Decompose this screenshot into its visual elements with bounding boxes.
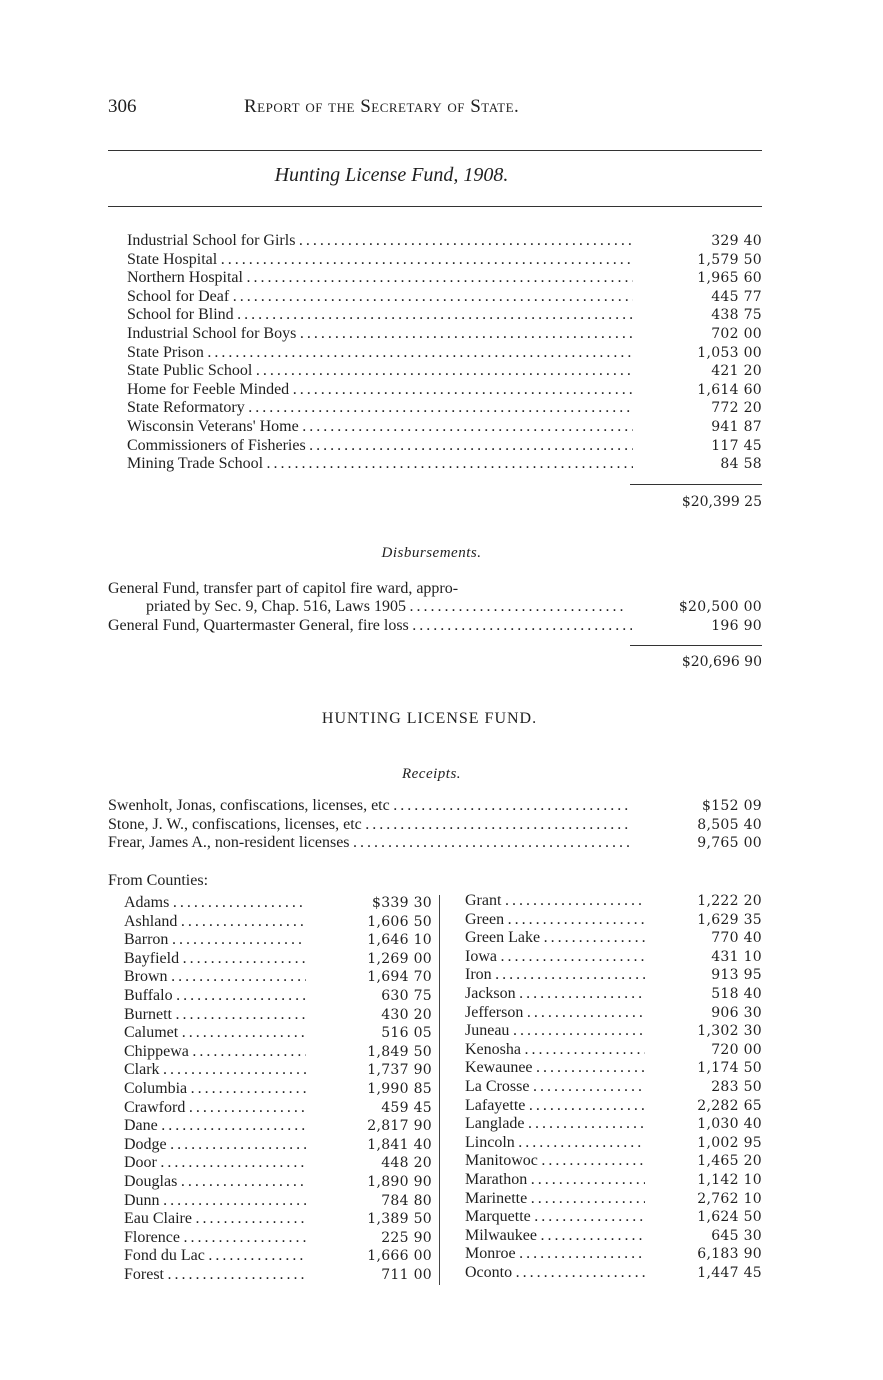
transfer-amount: 1,614 60 (697, 381, 762, 398)
county-left-label: Buffalo . . . (124, 987, 306, 1006)
disbursement-item-1-line-2: priated by Sec. 9, Chap. 516, Laws 1905 . . . (146, 598, 624, 617)
county-left-amount: 448 20 (381, 1155, 432, 1172)
county-left-row (124, 1266, 432, 1285)
transfer-row (127, 325, 762, 344)
county-right-amount: 2,282 65 (697, 1097, 762, 1114)
receipts-list (108, 797, 762, 853)
transfer-label: Home for Feeble Minded . . . (127, 381, 633, 400)
transfer-row (127, 381, 762, 400)
transfer-row (127, 269, 762, 288)
county-left-row (124, 894, 432, 913)
county-left-amount: 711 00 (381, 1266, 432, 1283)
county-left-row (124, 1192, 432, 1211)
county-left-row (124, 950, 432, 969)
transfer-amount: 84 58 (720, 456, 762, 473)
county-left-amount: 1,737 90 (367, 1062, 432, 1079)
column-divider (439, 895, 440, 1285)
county-right-label: Lincoln . . . (465, 1134, 645, 1153)
county-right-amount: 2,762 10 (697, 1190, 762, 1207)
county-right-amount: 1,030 40 (697, 1116, 762, 1133)
county-right-row (465, 1208, 762, 1227)
disbursement-item-1-line-1: General Fund, transfer part of capitol fire ward, appro- (108, 580, 459, 597)
county-right-amount: 1,624 50 (697, 1209, 762, 1226)
county-right-label: Grant . . . (465, 892, 645, 911)
county-left-label: Dane . . . (124, 1117, 306, 1136)
county-right-row (465, 1115, 762, 1134)
transfer-row (127, 455, 762, 474)
county-right-row (465, 1190, 762, 1209)
counties-label: From Counties: (108, 872, 209, 889)
transfer-label: State Prison . . . (127, 344, 633, 363)
transfer-row (127, 344, 762, 363)
county-right-amount: 1,465 20 (697, 1153, 762, 1170)
county-left-row (124, 931, 432, 950)
transfers-total-rule (630, 484, 762, 485)
transfer-label: School for Deaf . . . (127, 288, 633, 307)
disbursement-item-2-amount: 196 90 (711, 618, 762, 634)
county-right-amount: 283 50 (711, 1078, 762, 1095)
county-right-amount: 913 95 (711, 967, 762, 984)
disbursement-item-1-cont (146, 598, 762, 617)
disbursement-item-2-label: General Fund, Quartermaster General, fire loss . . . (108, 617, 632, 636)
county-left-row (124, 1024, 432, 1043)
county-right-label: Langlade . . . (465, 1115, 645, 1134)
county-right-label: Green Lake . . . (465, 929, 645, 948)
county-left-row (124, 987, 432, 1006)
transfer-amount: 117 45 (711, 437, 762, 454)
county-right-amount: 1,002 95 (697, 1134, 762, 1151)
county-right-amount: 6,183 90 (697, 1246, 762, 1263)
county-right-row (465, 911, 762, 930)
county-right-label: Iowa . . . (465, 948, 645, 967)
county-right-row (465, 1004, 762, 1023)
county-right-amount: 906 30 (711, 1004, 762, 1021)
county-left-amount: 516 05 (381, 1025, 432, 1042)
county-right-label: Kenosha . . . (465, 1041, 645, 1060)
county-right-row (465, 892, 762, 911)
county-left-row (124, 1099, 432, 1118)
transfer-label: Mining Trade School . . . (127, 455, 633, 474)
disbursement-item-1 (108, 579, 762, 598)
transfer-amount: 1,053 00 (697, 344, 762, 361)
transfer-label: State Reformatory . . . (127, 399, 633, 418)
county-right-amount: 1,302 30 (697, 1023, 762, 1040)
transfer-amount: 1,579 50 (697, 251, 762, 268)
transfer-label: State Hospital . . . (127, 251, 633, 270)
receipt-row (108, 834, 762, 853)
county-right-label: Jackson . . . (465, 985, 645, 1004)
county-left-row (124, 1061, 432, 1080)
transfer-label: Commissioners of Fisheries . . . (127, 437, 633, 456)
county-right-amount: 1,447 45 (697, 1264, 762, 1281)
counties-left-column (124, 894, 432, 1284)
county-right-row (465, 1152, 762, 1171)
county-right-label: Jefferson . . . (465, 1004, 645, 1023)
county-left-amount: 1,646 10 (367, 932, 432, 949)
transfer-amount: 445 77 (711, 288, 762, 305)
transfers-list (127, 232, 762, 474)
county-left-amount: 430 20 (381, 1006, 432, 1023)
county-left-row (124, 1043, 432, 1062)
county-left-row (124, 1006, 432, 1025)
page-number: 306 (108, 96, 137, 117)
county-left-label: Calumet . . . (124, 1024, 306, 1043)
county-left-amount: 1,990 85 (367, 1080, 432, 1097)
receipt-label: Stone, J. W., confiscations, licenses, etc . . . (108, 816, 632, 835)
transfer-label: Industrial School for Girls . . . (127, 232, 633, 251)
county-left-amount: 784 80 (381, 1192, 432, 1209)
county-right-row (465, 948, 762, 967)
receipt-amount: 8,505 40 (697, 816, 762, 833)
county-left-row (124, 1229, 432, 1248)
county-right-row (465, 929, 762, 948)
county-right-row (465, 1078, 762, 1097)
county-left-amount: 1,606 50 (367, 913, 432, 930)
county-right-row (465, 1264, 762, 1283)
county-left-label: Dodge . . . (124, 1136, 306, 1155)
transfer-label: Industrial School for Boys . . . (127, 325, 633, 344)
county-right-amount: 1,174 50 (697, 1060, 762, 1077)
county-right-label: Milwaukee . . . (465, 1227, 645, 1246)
county-left-label: Chippewa . . . (124, 1043, 306, 1062)
county-left-label: Door . . . (124, 1154, 306, 1173)
county-left-amount: 459 45 (381, 1099, 432, 1116)
county-left-label: Brown . . . (124, 968, 306, 987)
county-right-amount: 518 40 (711, 985, 762, 1002)
county-right-label: Monroe . . . (465, 1245, 645, 1264)
county-left-label: Forest . . . (124, 1266, 306, 1285)
disbursements-total: $20,696 90 (681, 654, 762, 670)
top-rule (108, 150, 762, 151)
transfer-row (127, 399, 762, 418)
county-right-label: La Crosse . . . (465, 1078, 645, 1097)
county-right-row (465, 1134, 762, 1153)
county-right-label: Marathon . . . (465, 1171, 645, 1190)
county-left-label: Barron . . . (124, 931, 306, 950)
county-right-amount: 1,142 10 (697, 1171, 762, 1188)
county-left-row (124, 1173, 432, 1192)
county-right-amount: 1,629 35 (697, 911, 762, 928)
county-right-row (465, 1171, 762, 1190)
fund-heading: HUNTING LICENSE FUND. (321, 710, 538, 727)
county-right-row (465, 966, 762, 985)
county-left-amount: $339 30 (372, 895, 432, 911)
county-left-label: Crawford . . . (124, 1099, 306, 1118)
county-left-amount: 225 90 (381, 1229, 432, 1246)
receipt-label: Frear, James A., non-resident licenses . . . (108, 834, 632, 853)
county-left-row (124, 1136, 432, 1155)
county-left-label: Bayfield . . . (124, 950, 306, 969)
county-left-label: Clark . . . (124, 1061, 306, 1080)
transfer-row (127, 418, 762, 437)
county-right-row (465, 1041, 762, 1060)
transfer-label: School for Blind . . . (127, 306, 633, 325)
disbursement-item-1-amount: $20,500 00 (678, 599, 762, 615)
county-left-label: Burnett . . . (124, 1006, 306, 1025)
county-right-label: Iron . . . (465, 966, 645, 985)
county-left-label: Eau Claire . . . (124, 1210, 306, 1229)
county-left-label: Douglas . . . (124, 1173, 306, 1192)
county-right-label: Lafayette . . . (465, 1097, 645, 1116)
transfer-amount: 438 75 (711, 307, 762, 324)
county-left-row (124, 1080, 432, 1099)
county-left-row (124, 913, 432, 932)
transfer-amount: 1,965 60 (697, 270, 762, 287)
transfer-amount: 421 20 (711, 363, 762, 380)
county-left-row (124, 1210, 432, 1229)
county-right-row (465, 1059, 762, 1078)
county-right-row (465, 1022, 762, 1041)
county-right-row (465, 1245, 762, 1264)
county-right-amount: 431 10 (711, 948, 762, 965)
transfer-amount: 329 40 (711, 233, 762, 249)
county-right-amount: 770 40 (711, 930, 762, 947)
receipt-row (108, 816, 762, 835)
transfer-amount: 772 20 (711, 400, 762, 417)
county-right-amount: 645 30 (711, 1227, 762, 1244)
county-left-label: Adams . . . (124, 894, 306, 913)
county-left-row (124, 1154, 432, 1173)
transfer-amount: 941 87 (711, 418, 762, 435)
county-right-row (465, 985, 762, 1004)
county-right-label: Marquette . . . (465, 1208, 645, 1227)
county-left-amount: 1,849 50 (367, 1043, 432, 1060)
county-left-amount: 2,817 90 (367, 1118, 432, 1135)
county-right-row (465, 1227, 762, 1246)
county-left-amount: 1,389 50 (367, 1211, 432, 1228)
county-right-label: Kewaunee . . . (465, 1059, 645, 1078)
title-rule (108, 206, 762, 207)
running-title: Report of the Secretary of State. (244, 96, 520, 117)
county-left-amount: 1,694 70 (367, 969, 432, 986)
transfers-total: $20,399 25 (681, 494, 762, 510)
county-right-row (465, 1097, 762, 1116)
county-left-label: Columbia . . . (124, 1080, 306, 1099)
county-left-amount: 1,890 90 (367, 1173, 432, 1190)
county-right-label: Marinette . . . (465, 1190, 645, 1209)
transfer-label: Wisconsin Veterans' Home . . . (127, 418, 633, 437)
transfer-row (127, 288, 762, 307)
county-left-row (124, 1247, 432, 1266)
receipt-row (108, 797, 762, 816)
county-right-label: Green . . . (465, 911, 645, 930)
running-head (108, 96, 763, 120)
county-left-label: Florence . . . (124, 1229, 306, 1248)
disbursement-row-1 (146, 598, 762, 617)
county-left-row (124, 1117, 432, 1136)
county-right-label: Juneau . . . (465, 1022, 645, 1041)
transfer-label: Northern Hospital . . . (127, 269, 633, 288)
county-right-amount: 720 00 (711, 1041, 762, 1058)
disbursement-row-2 (108, 617, 762, 636)
county-right-label: Manitowoc . . . (465, 1152, 645, 1171)
receipt-label: Swenholt, Jonas, confiscations, licenses, etc . . . (108, 797, 632, 816)
receipt-amount: 9,765 00 (697, 835, 762, 852)
disbursements-total-rule (630, 645, 762, 646)
county-left-label: Dunn . . . (124, 1192, 306, 1211)
transfer-amount: 702 00 (711, 325, 762, 342)
county-left-amount: 1,269 00 (367, 950, 432, 967)
section-title: Hunting License Fund, 1908. (274, 164, 509, 186)
county-left-row (124, 968, 432, 987)
county-right-amount: 1,222 20 (697, 893, 762, 909)
county-left-label: Ashland . . . (124, 913, 306, 932)
receipt-amount: $152 09 (702, 798, 762, 814)
transfer-row (127, 362, 762, 381)
county-left-amount: 1,841 40 (367, 1136, 432, 1153)
disbursements-heading: Disbursements. (381, 545, 482, 561)
transfer-row (127, 437, 762, 456)
transfer-row (127, 232, 762, 251)
transfer-label: State Public School . . . (127, 362, 633, 381)
counties-right-column (465, 892, 762, 1282)
transfer-row (127, 251, 762, 270)
county-left-amount: 630 75 (381, 987, 432, 1004)
county-left-label: Fond du Lac . . . (124, 1247, 306, 1266)
transfer-row (127, 306, 762, 325)
disbursement-item-2 (108, 617, 762, 636)
county-left-amount: 1,666 00 (367, 1248, 432, 1265)
county-right-label: Oconto . . . (465, 1264, 645, 1283)
receipts-heading: Receipts. (401, 766, 462, 782)
